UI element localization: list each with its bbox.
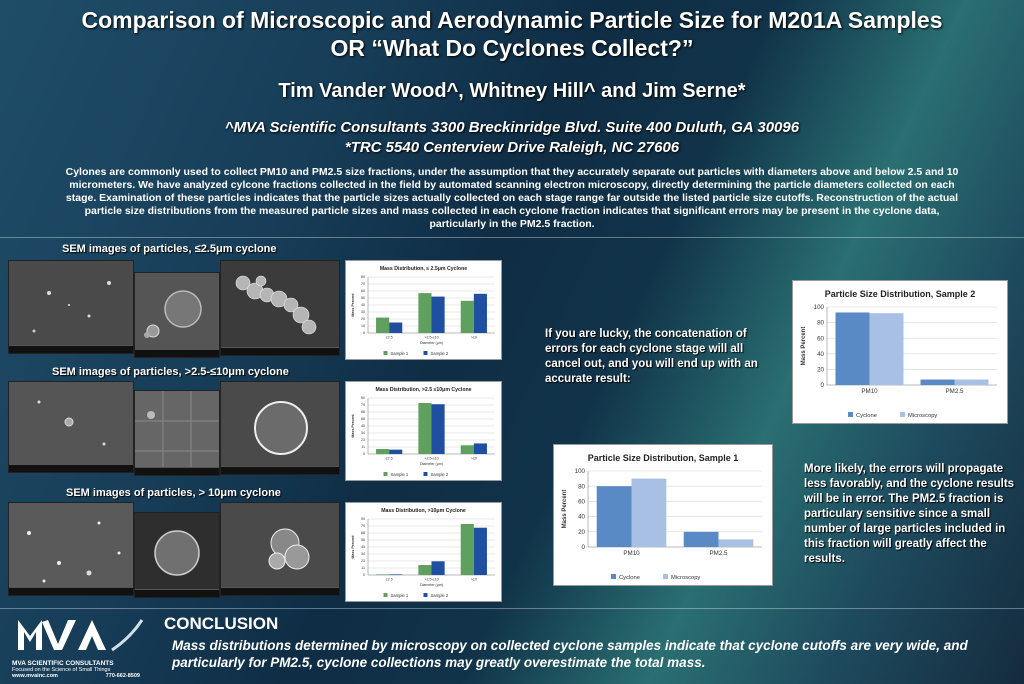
- bar-PM10-Cyclone: [597, 486, 632, 547]
- y-axis-label: Mass Percent: [801, 326, 807, 366]
- y-axis-label: Mass Percent: [351, 535, 355, 559]
- x-tick-label: >10: [470, 577, 477, 582]
- y-tick-label: 79: [361, 524, 365, 529]
- chart-title: Particle Size Distribution, Sample 2: [824, 289, 976, 299]
- x-tick-label: >2.5-≤10: [424, 456, 439, 461]
- y-tick-label: 90: [361, 517, 365, 522]
- y-tick-label: 11: [361, 566, 365, 571]
- divider-bottom: [0, 608, 1024, 609]
- bar-PM2.5-Microscopy: [719, 539, 754, 547]
- affiliation-line1: ^MVA Scientific Consultants 3300 Breckinridge Blvd. Suite 400 Duluth, GA 30096: [224, 119, 800, 136]
- y-tick-label: 0: [363, 573, 365, 578]
- abstract: Cylones are commonly used to collect PM10 and PM2.5 size fractions, under the assumption that they accurately separate out particles with diameters above and below 2.5 and 10 micrometers. We have analyzed cylcone fractions collected in the field by automated scanning electron microscopy, directly determining the particle diameters collected on each stage. Examination of these particles indicates that the particle sizes actually collected on each stage range far outside the listed particle size cutoffs. Reconstruction of the actual particle size distributions from the measured particle sizes and mass collected in each cyclone fraction indicates that significant errors may be present in the cyclone data, particularly in the PM2.5 fraction.: [65, 166, 959, 230]
- legend-swatch: [900, 412, 905, 417]
- sem-image-pm10-3: [220, 381, 340, 475]
- x-tick-label: ≤2.5: [385, 335, 393, 340]
- bar-PM10-Cyclone: [836, 312, 870, 385]
- legend-swatch: [611, 574, 616, 579]
- legend-swatch: [424, 593, 428, 597]
- bar->2.5-≤10-Sample 2: [432, 561, 445, 575]
- psd-chart-card-sample2: [792, 280, 1008, 424]
- y-tick-label: 40: [817, 350, 824, 358]
- affiliation-line2: *TRC 5540 Centerview Drive Raleigh, NC 27606: [344, 139, 680, 156]
- x-tick-label: ≤2.5: [385, 577, 393, 582]
- y-tick-label: 20: [578, 528, 585, 536]
- chart-title: Mass Distribution, ≤ 2.5μm Cyclone: [379, 266, 468, 272]
- mass-chart-pm25: [346, 261, 501, 359]
- mass-chart-card-pm10: [345, 381, 502, 481]
- y-tick-label: 20: [361, 317, 365, 322]
- x-axis-label: Diameter (μm): [419, 341, 444, 346]
- chart-title: Particle Size Distribution, Sample 1: [587, 453, 739, 463]
- x-axis-label: Diameter (μm): [419, 583, 444, 588]
- legend-label: Cyclone: [856, 413, 877, 419]
- legend-swatch: [384, 593, 388, 597]
- legend-label: Sample 2: [430, 472, 449, 477]
- y-tick-label: 11: [361, 445, 365, 450]
- x-tick-label: PM2.5: [709, 550, 728, 558]
- y-tick-label: 60: [361, 289, 365, 294]
- y-tick-label: 40: [361, 303, 365, 308]
- sem-image-pm10-1: [8, 381, 134, 473]
- x-tick-label: >2.5-≤10: [424, 577, 439, 582]
- mva-logo-mark: [12, 614, 152, 654]
- x-tick-label: >10: [470, 456, 477, 461]
- bar-≤2.5-Sample 2: [389, 323, 402, 334]
- mass-chart-card-gt10: [345, 502, 502, 602]
- bar->2.5-≤10-Sample 2: [432, 297, 445, 333]
- note-lucky: If you are lucky, the concatenation of errors for each cyclone stage will all cancel out, and you will end up with an accurate result:: [545, 328, 758, 385]
- y-tick-label: 45: [361, 424, 365, 429]
- sem-image-gt10-3: [220, 502, 340, 596]
- bar-PM2.5-Cyclone: [684, 532, 719, 547]
- bar-PM2.5-Microscopy: [955, 380, 989, 385]
- y-tick-label: 23: [361, 559, 365, 564]
- x-tick-label: ≤2.5: [385, 456, 393, 461]
- legend-swatch: [424, 472, 428, 476]
- y-axis-label: Mass Percent: [351, 293, 355, 317]
- sem-title-pm25: SEM images of particles, ≤2.5μm cyclone: [62, 243, 277, 255]
- poster-title-line1: Comparison of Microscopic and Aerodynamic Particle Size for M201A Samples: [81, 7, 943, 33]
- legend-label: Sample 2: [430, 351, 449, 356]
- mass-chart-pm10: [346, 382, 501, 480]
- sem-image-gt10-1: [8, 502, 134, 596]
- x-tick-label: PM2.5: [945, 388, 964, 396]
- sem-title-pm10: SEM images of particles, >2.5-≤10μm cyclone: [52, 366, 289, 378]
- legend-label: Sample 2: [430, 593, 449, 598]
- x-tick-label: >10: [470, 335, 477, 340]
- y-tick-label: 34: [361, 552, 365, 557]
- y-tick-label: 56: [361, 538, 365, 543]
- x-tick-label: PM10: [623, 550, 640, 558]
- y-tick-label: 40: [578, 513, 585, 521]
- affiliations: [0, 118, 1024, 158]
- legend-label: Microscopy: [671, 575, 701, 581]
- y-tick-label: 23: [361, 438, 365, 443]
- logo-tagline: Focused on the Science of Small Things: [12, 667, 111, 673]
- bar-≤2.5-Sample 1: [376, 449, 389, 454]
- y-tick-label: 100: [574, 468, 585, 476]
- y-tick-label: 50: [361, 296, 365, 301]
- bar->10-Sample 2: [474, 294, 487, 333]
- y-tick-label: 10: [361, 324, 365, 329]
- legend-label: Cyclone: [619, 575, 640, 581]
- legend-swatch: [384, 351, 388, 355]
- bar->10-Sample 1: [461, 524, 474, 575]
- y-axis-label: Mass Percent: [562, 489, 568, 529]
- y-tick-label: 45: [361, 545, 365, 550]
- bar-PM2.5-Cyclone: [921, 380, 955, 385]
- y-tick-label: 70: [361, 282, 365, 287]
- y-tick-label: 90: [361, 396, 365, 401]
- y-tick-label: 60: [817, 335, 824, 343]
- sem-image-pm25-1: [8, 260, 134, 354]
- bar-≤2.5-Sample 1: [376, 318, 389, 333]
- psd-chart-sample2: [793, 281, 1007, 423]
- bar->2.5-≤10-Sample 1: [418, 565, 431, 575]
- bar-PM10-Microscopy: [870, 313, 904, 385]
- bar->10-Sample 1: [461, 301, 474, 333]
- y-tick-label: 79: [361, 403, 365, 408]
- bar-≤2.5-Sample 2: [389, 450, 402, 454]
- logo-contact: [12, 673, 140, 679]
- mass-chart-card-pm25: [345, 260, 502, 360]
- y-tick-label: 34: [361, 431, 365, 436]
- bar->2.5-≤10-Sample 1: [418, 293, 431, 333]
- psd-chart-sample1: [554, 445, 772, 585]
- y-tick-label: 60: [578, 498, 585, 506]
- sem-image-pm10-2: [134, 390, 220, 476]
- conclusion-heading: CONCLUSION: [164, 614, 279, 633]
- legend-label: Microscopy: [908, 413, 938, 419]
- y-tick-label: 80: [817, 319, 824, 327]
- legend-label: Sample 1: [390, 593, 409, 598]
- conclusion-text: Mass distributions determined by microscopy on collected cyclone samples indicate that cyclone cutoffs are very wide, and particularly for PM2.5, cyclone collections may greatly overestimate the total mass.: [172, 638, 968, 670]
- bar->10-Sample 2: [474, 443, 487, 454]
- authors: Tim Vander Wood^, Whitney Hill^ and Jim Serne*: [278, 80, 746, 102]
- mass-chart-gt10: [346, 503, 501, 601]
- y-tick-label: 30: [361, 310, 365, 315]
- logo-company-name: MVA SCIENTIFIC CONSULTANTS: [12, 660, 114, 667]
- bar->2.5-≤10-Sample 1: [418, 403, 431, 454]
- poster-title-line2: OR “What Do Cyclones Collect?”: [330, 35, 694, 61]
- legend-swatch: [384, 472, 388, 476]
- bar->10-Sample 1: [461, 445, 474, 454]
- bar-≤2.5-Sample 2: [389, 574, 402, 575]
- y-tick-label: 100: [813, 304, 824, 312]
- poster-title: [0, 6, 1024, 62]
- chart-title: Mass Distribution, >2.5 ≤10μm Cyclone: [375, 387, 472, 393]
- legend-label: Sample 1: [390, 351, 409, 356]
- sem-image-gt10-2: [134, 512, 220, 598]
- y-tick-label: 68: [361, 531, 365, 536]
- logo-website: www.mvainc.com: [12, 673, 58, 679]
- y-tick-label: 0: [581, 544, 585, 552]
- legend-swatch: [424, 351, 428, 355]
- x-axis-label: Diameter (μm): [419, 462, 444, 467]
- legend-label: Sample 1: [390, 472, 409, 477]
- y-tick-label: 0: [820, 382, 824, 390]
- bar->2.5-≤10-Sample 2: [432, 404, 445, 454]
- legend-swatch: [663, 574, 668, 579]
- bar-PM10-Microscopy: [632, 479, 667, 547]
- note-likely: More likely, the errors will propagate less favorably, and the cyclone results will be in error. The PM2.5 fraction is particulary sensitive since a small number of large particles included in this fraction will greatly affect the results.: [804, 463, 1015, 565]
- divider-top: [0, 237, 1024, 238]
- mva-logo: [12, 614, 152, 680]
- y-tick-label: 68: [361, 410, 365, 415]
- legend-swatch: [848, 412, 853, 417]
- y-tick-label: 80: [578, 483, 585, 491]
- psd-chart-card-sample1: [553, 444, 773, 586]
- y-tick-label: 0: [363, 452, 365, 457]
- sem-image-pm25-2: [134, 272, 220, 358]
- y-tick-label: 0: [363, 331, 365, 336]
- sem-title-gt10: SEM images of particles, > 10μm cyclone: [66, 487, 281, 499]
- y-axis-label: Mass Percent: [351, 414, 355, 438]
- logo-phone: 770-662-8509: [105, 673, 140, 679]
- x-tick-label: >2.5-≤10: [424, 335, 439, 340]
- chart-title: Mass Distribution, >10μm Cyclone: [381, 508, 466, 514]
- bar-≤2.5-Sample 1: [376, 574, 389, 575]
- y-tick-label: 20: [817, 366, 824, 374]
- x-tick-label: PM10: [861, 388, 878, 396]
- sem-image-pm25-3: [220, 260, 340, 356]
- y-tick-label: 80: [361, 275, 365, 280]
- y-tick-label: 56: [361, 417, 365, 422]
- bar->10-Sample 2: [474, 528, 487, 575]
